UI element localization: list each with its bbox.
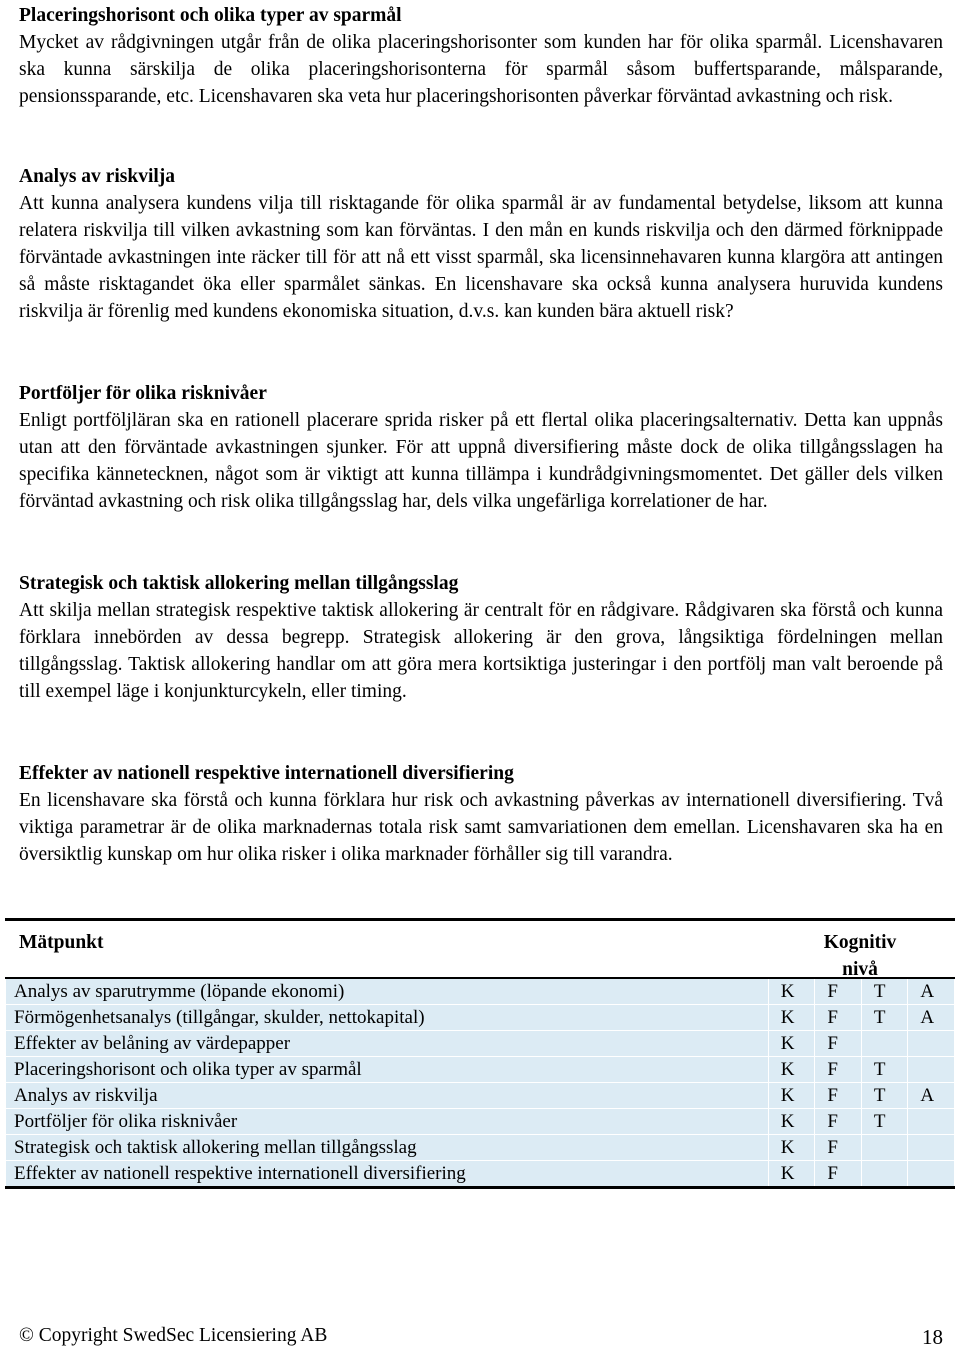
section-body: En licenshavare ska förstå och kunna förklara hur risk och avkastning påverkas av internationell diversifiering. Två viktiga parametrar är de olika marknadernas totala risk samt samvariationen dem emellan. Licenshavaren ska ha en översiktlig kunskap om hur olika risker i olika marknader förhåller sig till varandra.: [19, 790, 943, 865]
level-cell: F: [815, 1057, 862, 1083]
row-label: Analys av riskvilja: [6, 1083, 769, 1109]
level-cell: K: [768, 978, 815, 1005]
section-heading: Strategisk och taktisk allokering mellan tillgångsslag: [19, 573, 459, 594]
section-body: Att kunna analysera kundens vilja till risktagande för olika sparmål är av fundamental betydelse, liksom att kunna relatera riskvilja till vilken avkastning som kan förväntas. I den mån en kunds riskvilja och den därmed förknippade förväntade avkastningen inte räcker till för att nå ett visst sparmål, ska licensinnehavaren kunna klargöra att antingen så måste risktagandet öka eller sparmålet sänkas. En licenshavare ska också kunna analysera huruvida kundens riskvilja är förenlig med kundens ekonomiska situation, d.v.s. kan kunden bära aktuell risk?: [19, 193, 943, 322]
row-label: Förmögenhetsanalys (tillgångar, skulder, nettokapital): [6, 1005, 769, 1031]
level-cell: [861, 1031, 908, 1057]
table-row: [6, 1109, 955, 1135]
row-label: Effekter av belåning av värdepapper: [6, 1031, 769, 1057]
table-row: [6, 1083, 955, 1109]
level-cell: F: [815, 1005, 862, 1031]
level-cell: F: [815, 1135, 862, 1161]
level-cell: F: [815, 1083, 862, 1109]
section-allokering: [19, 570, 943, 705]
table-row: [6, 1031, 955, 1057]
level-cell: T: [861, 1057, 908, 1083]
page-number: 18: [922, 1325, 943, 1349]
section-heading: Effekter av nationell respektive internationell diversifiering: [19, 763, 514, 784]
column-header-matpunkt: Mätpunkt: [19, 932, 104, 953]
table-row: [6, 1005, 955, 1031]
section-placeringshorisont: [19, 2, 943, 110]
level-cell: [861, 1135, 908, 1161]
level-cell: [908, 1161, 955, 1188]
row-label: Portföljer för olika risknivåer: [6, 1109, 769, 1135]
level-cell: F: [815, 1109, 862, 1135]
level-cell: K: [768, 1005, 815, 1031]
section-body: Att skilja mellan strategisk respektive taktisk allokering är centralt för en rådgivare. Rådgivaren ska förstå och kunna förklara innebörden av dessa begrepp. Strategisk allokering är den grova, långsiktiga fördelningen mellan tillgångsslag. Taktisk allokering handlar om att göra mera kortsiktiga justeringar i den portfölj man valt beroende på till exempel läge i konjunkturcykeln, eller timing.: [19, 600, 943, 702]
level-cell: A: [908, 978, 955, 1005]
level-cell: [908, 1057, 955, 1083]
level-cell: A: [908, 1005, 955, 1031]
table-body: [5, 977, 955, 1189]
level-cell: [908, 1109, 955, 1135]
row-label: Placeringshorisont och olika typer av sparmål: [6, 1057, 769, 1083]
table-row: [6, 1161, 955, 1188]
row-label: Analys av sparutrymme (löpande ekonomi): [6, 978, 769, 1005]
section-diversifiering: [19, 760, 943, 868]
row-label: Strategisk och taktisk allokering mellan tillgångsslag: [6, 1135, 769, 1161]
section-body: Mycket av rådgivningen utgår från de olika placeringshorisonter som kunden har för olika sparmål. Licenshavaren ska kunna särskilja de olika placeringshorisonterna för sparmål såsom buffertsparande, målsparande, pensionssparande, etc. Licenshavaren ska veta hur placeringshorisonten påverkar förväntad avkastning och risk.: [19, 32, 943, 107]
level-cell: T: [861, 1083, 908, 1109]
section-heading: Placeringshorisont och olika typer av sparmål: [19, 5, 402, 26]
section-heading: Portföljer för olika risknivåer: [19, 383, 267, 404]
column-header-kognitiv-niva: Kognitiv nivå: [823, 932, 897, 980]
level-cell: F: [815, 1161, 862, 1188]
measurement-table: [5, 918, 955, 1189]
table-row: [6, 1135, 955, 1161]
table-header: [5, 921, 955, 980]
level-cell: T: [861, 1109, 908, 1135]
level-cell: F: [815, 978, 862, 1005]
level-cell: K: [768, 1057, 815, 1083]
copyright-text: © Copyright SwedSec Licensiering AB: [19, 1325, 328, 1346]
table-row: [6, 1057, 955, 1083]
row-label: Effekter av nationell respektive internationell diversifiering: [6, 1161, 769, 1188]
level-cell: [908, 1135, 955, 1161]
level-cell: K: [768, 1161, 815, 1188]
section-portfoljer: [19, 380, 943, 515]
level-cell: K: [768, 1135, 815, 1161]
level-cell: K: [768, 1083, 815, 1109]
level-cell: [861, 1161, 908, 1188]
level-cell: F: [815, 1031, 862, 1057]
level-cell: T: [861, 978, 908, 1005]
section-body: Enligt portföljläran ska en rationell placerare sprida risker på ett flertal olika placeringsalternativ. Detta kan uppnås utan att den förväntade avkastningen sjunker. För att uppnå diversifiering måste dock de olika tillgångsslagen ha specifika kännetecknen, något som är viktigt att kunna tillämpa i kundrådgivningsmomentet. Det gäller dels vilken förväntad avkastning och risk olika tillgångsslag har, dels vilka ungefärliga korrelationer de har.: [19, 410, 943, 512]
level-cell: K: [768, 1031, 815, 1057]
level-cell: T: [861, 1005, 908, 1031]
level-cell: K: [768, 1109, 815, 1135]
section-riskvilja: [19, 163, 943, 325]
section-heading: Analys av riskvilja: [19, 166, 176, 187]
level-cell: A: [908, 1083, 955, 1109]
level-cell: [908, 1031, 955, 1057]
